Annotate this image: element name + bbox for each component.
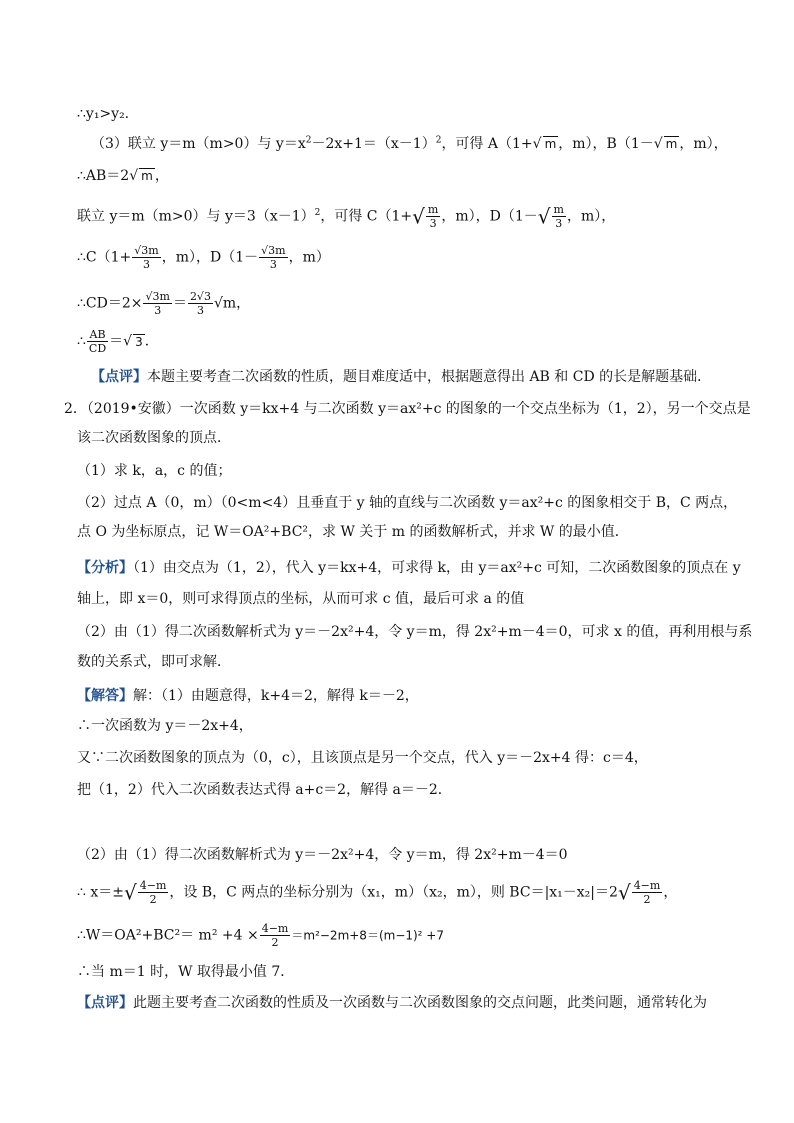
solution-line-4: 把（1，2）代入二次函数表达式得 a+c＝2，解得 a＝－2． [77, 782, 452, 798]
solution-line-6: ∴ x＝±√ $\frac{4-m}{2}$ ，设 B，C 两点的坐标分别为（x₁，m）（x₂，m），则 BC＝|x₁－x₂|＝2√ $\frac{4-m}{2}$ ， [77, 879, 678, 906]
prev-line-2: （3）联立 y＝m（m>0）与 $y=x^2-2x+1=(x-1)^2$，可得 A（1+√ m ，m），B（1－√ m ，m）， [91, 135, 728, 152]
question-2-line-2: 该二次函数图象的顶点． [77, 430, 231, 446]
solution-line-8: ∴当 m＝1 时，W 取得最小值 7． [77, 964, 295, 980]
comment-1: 【点评】本题主要考查二次函数的性质，题目难度适中，根据题意得出 AB 和 CD 的长是解题基础． [91, 369, 712, 385]
prev-line-6: ∴CD＝2× $\frac{√3m}{3}$ ＝ $\frac{2√3}{3}$ √m， [77, 290, 251, 317]
solution-line-5: （2）由（1）得二次函数解析式为 y＝－2x²+4，令 y＝m，得 2x²+m－4＝0 [77, 847, 568, 863]
analysis-tag: 【分析】 [77, 560, 133, 576]
prev-line-4: 联立 y＝m（m>0）与 $y=3(x-1)^2$，可得 C（1+√ $\frac{m}{3}$ ，m），D（1－√ $\frac{m}{3}$ ，m）， [77, 203, 616, 230]
solution-tag: 【解答】 [77, 688, 133, 704]
question-2-part-1: （1）求 k，a，c 的值； [77, 463, 232, 479]
prev-line-1: ∴y₁>y₂. [77, 106, 130, 122]
prev-line-5: ∴C（1+ $\frac{√3m}{3}$ ，m），D（1－ $\frac{√3m}{3}$ ，m） [77, 244, 330, 271]
analysis-line-2: 轴上，即 x＝0，则可求得顶点的坐标，从而可求 c 值，最后可求 a 的值 [77, 591, 525, 607]
analysis-line-3: （2）由（1）得二次函数解析式为 y＝－2x²+4，令 y＝m，得 2x²+m－4＝0，可求 x 的值，再利用根与系 [77, 624, 753, 640]
question-2-part-2a: （2）过点 A（0，m）（0<m<4）且垂直于 y 轴的直线与二次函数 y＝ax²+c 的图象相交于 B，C 两点， [77, 495, 738, 511]
prev-line-7: ∴ $\frac{AB}{CD}$ ＝√ 3 ． [77, 328, 159, 355]
solution-line-7: ∴W＝OA²+BC²＝ m² +4 × $\frac{4-m}{2}$ ＝m²−2m+8＝(m−1)² +7 [77, 922, 445, 949]
solution-line-3: 又∵二次函数图象的顶点为（0，c），且该顶点是另一个交点，代入 y＝－2x+4 得：c＝4， [77, 750, 648, 766]
solution-line-1: 【解答】解：（1）由题意得，k+4＝2，解得 k＝－2， [77, 688, 419, 704]
solution-line-2: ∴一次函数为 y＝－2x+4， [77, 718, 253, 734]
question-2-part-2b: 点 O 为坐标原点，记 W＝OA²+BC²，求 W 关于 m 的函数解析式，并求 W 的最小值． [77, 524, 629, 540]
question-2-line-1: 2．（2019•安徽）一次函数 y＝kx+4 与二次函数 y＝ax²+c 的图象的一个交点坐标为（1，2），另一个交点是 [64, 401, 751, 417]
analysis-line-1: 【分析】（1）由交点为（1，2），代入 y＝kx+4，可求得 k，由 y＝ax²+c 可知，二次函数图象的顶点在 y [77, 560, 741, 576]
comment-tag: 【点评】 [91, 369, 147, 385]
comment-2: 【点评】此题主要考查二次函数的性质及一次函数与二次函数图象的交点问题，此类问题，通常转化为 [77, 995, 707, 1011]
prev-line-3: ∴AB＝2√ m ， [77, 168, 169, 184]
comment-tag: 【点评】 [77, 995, 133, 1011]
analysis-line-4: 数的关系式，即可求解． [77, 654, 231, 670]
